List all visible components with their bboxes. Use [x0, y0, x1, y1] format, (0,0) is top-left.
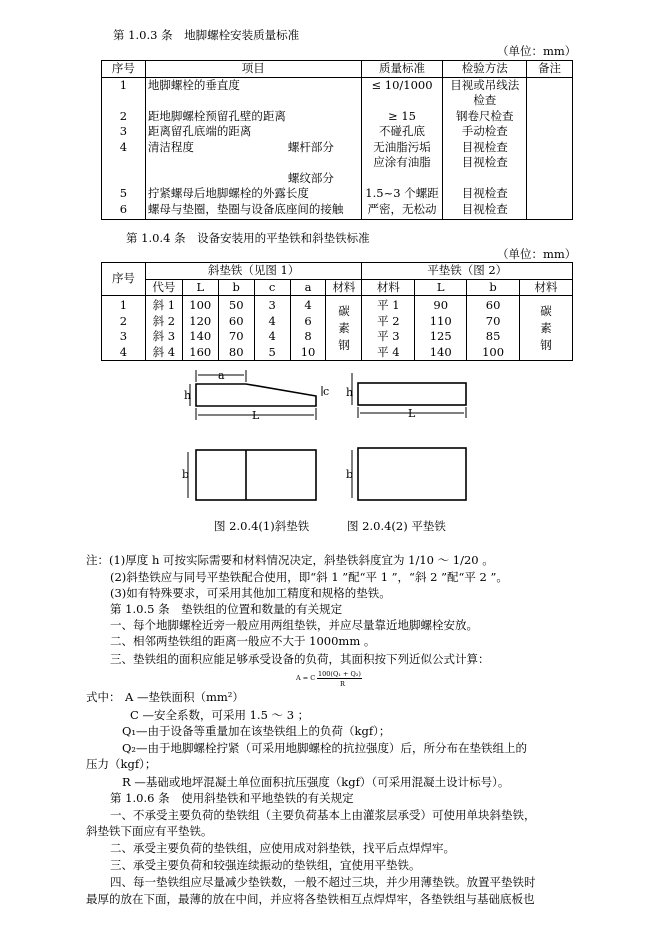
cell: 4 — [304, 298, 312, 312]
cell: 100 — [482, 344, 505, 359]
row-item: 螺母与垫圈，垫圈与设备底座间的接触 — [147, 201, 344, 216]
header-inclined: 斜垫铁（见图 1） — [145, 263, 362, 280]
cell: 斜 4 — [152, 344, 176, 359]
flat-shim-top-view — [358, 448, 466, 500]
row-standard: 1.5~3 个螺距 — [365, 186, 439, 200]
material-cell: 碳素钢 — [540, 303, 552, 352]
def-intro: 式中： — [86, 690, 121, 704]
row-standard: 严密，无松动 — [367, 201, 437, 216]
row-item: 距地脚螺栓预留孔壁的距离 — [147, 108, 286, 123]
cell: 70 — [485, 313, 501, 328]
cell: 120 — [189, 313, 212, 328]
cell: 斜 3 — [152, 329, 176, 343]
sec105-line3: 三、垫铁组的面积应能足够承受设备的负荷，其面积按下列近似公式计算： — [110, 652, 490, 666]
row-standard: ≥ 15 — [388, 108, 416, 123]
row-standard: 应涂有油脂 — [373, 155, 431, 169]
cell: 125 — [429, 329, 452, 343]
table-header-row — [102, 61, 573, 78]
header-no: 序号 — [102, 263, 146, 296]
header-remark: 备注 — [527, 61, 573, 78]
cell: 平 4 — [377, 344, 400, 359]
row-no: 1 — [119, 77, 128, 92]
table-body-row — [102, 296, 573, 361]
cell: 平 1 — [377, 298, 400, 312]
row-item: 距离留孔底端的距离 — [147, 124, 252, 138]
sec104-unit: （单位：mm） — [497, 247, 577, 261]
header-method: 检验方法 — [443, 61, 527, 78]
cell: 160 — [189, 344, 212, 359]
row-no: 4 — [119, 139, 128, 154]
subheader-flat-L: L — [415, 279, 467, 296]
sec105-heading: 第 1.0.5 条 垫铁组的位置和数量的有关规定 — [110, 602, 343, 616]
cell: 60 — [228, 313, 244, 328]
inclined-shim-top-view — [196, 450, 316, 500]
row-no: 5 — [119, 186, 128, 200]
row-item: 清洁程度 — [147, 139, 194, 154]
cell: 100 — [189, 298, 212, 312]
dim-a-label: a — [218, 369, 225, 382]
figure-caption-2: 图 2.0.4(2) 平垫铁 — [347, 519, 446, 533]
subheader-material: 材料 — [326, 279, 362, 296]
row-standard: 无油脂污垢 — [373, 139, 431, 154]
cell: 90 — [433, 298, 449, 312]
row-standard: ≤ 10/1000 — [371, 77, 433, 92]
cell: 平 3 — [377, 329, 400, 343]
row-item: 拧紧螺母后地脚螺栓的外露长度 — [147, 186, 309, 200]
cell: 85 — [485, 329, 501, 343]
cell: 4 — [268, 329, 276, 343]
row-no: 6 — [119, 201, 128, 216]
def-Q1: Q₁—由于设备等重量加在该垫铁组上的负荷（kgf）； — [122, 724, 391, 738]
sec106-line1: 一、不承受主要负荷的垫铁组（主要负荷基本上由灌浆层承受）可使用单块斜垫铁， — [110, 808, 536, 822]
def-C: C —安全系数，可采用 1.5 ～ 3 ； — [130, 708, 310, 722]
note-3: (3)如有特殊要求，可采用其他加工精度和规格的垫铁。 — [110, 586, 391, 600]
cell: 140 — [189, 329, 212, 343]
row-method: 钢卷尺检查 — [456, 108, 514, 123]
dim-h-label: h — [184, 389, 192, 402]
header-item: 项目 — [145, 61, 361, 78]
sec103-heading: 第 1.0.3 条 地脚螺栓安装质量标准 — [113, 28, 300, 42]
subheader-flat-b: b — [467, 279, 520, 296]
dim-c-label: c — [323, 385, 330, 398]
cell: 8 — [304, 329, 312, 343]
formula-numerator: 100(Q₁ + Q₂) — [318, 670, 361, 678]
def-A: A —垫铁面积（mm²） — [125, 690, 244, 704]
cell: 110 — [429, 313, 452, 328]
note-2: (2)斜垫铁应与同号平垫铁配合使用，即“斜 1 ”配“平 1 ”，“斜 2 ”配“平 2 ”。 — [110, 570, 508, 584]
dim-L-label: L — [252, 409, 260, 422]
header-standard: 质量标准 — [361, 61, 443, 78]
cell: 140 — [429, 344, 452, 359]
cell: 3 — [268, 298, 276, 312]
shim-figures — [182, 368, 486, 513]
row-method: 目视检查 — [461, 201, 508, 216]
row-no: 3 — [119, 124, 128, 138]
subheader-L: L — [182, 279, 218, 296]
sec106-line1-cont: 斜垫铁下面应有平垫铁。 — [86, 824, 213, 838]
subheader-flat-material2: 材料 — [520, 279, 573, 296]
formula-lhs: A = C — [296, 674, 316, 682]
row-method: 检查 — [473, 93, 497, 107]
cell: 4 — [268, 313, 276, 328]
row-subitem: 螺纹部分 — [287, 170, 334, 185]
cell: 1 — [119, 298, 128, 312]
note-1: 注：(1)厚度 h 可按实际需要和材料情况决定，斜垫铁斜度宜为 1/10 ～ 1/20 。 — [86, 553, 494, 567]
def-Q2-cont: 压力（kgf）； — [86, 757, 157, 771]
cell: 5 — [268, 344, 276, 359]
formula-denominator: R — [340, 680, 345, 688]
sec106-line4: 四、每一垫铁组应尽量减少垫铁数，一般不超过三块，并少用薄垫铁。放置平垫铁时 — [110, 875, 536, 889]
row-method: 手动检查 — [461, 124, 508, 138]
cell: 70 — [228, 329, 244, 343]
sec106-line4-cont: 最厚的放在下面，最薄的放在中间，并应将各垫铁相互点焊焊牢，各垫铁组与基础底板也 — [86, 892, 535, 906]
sec104-heading: 第 1.0.4 条 设备安装用的平垫铁和斜垫铁标准 — [126, 231, 370, 245]
flat-shim-side-view — [358, 383, 466, 405]
row-method: 目视或吊线法 — [450, 77, 520, 92]
sec106-line2: 二、承受主要负荷的垫铁组，应使用成对斜垫铁，找平后点焊焊牢。 — [110, 841, 455, 855]
cell: 平 2 — [377, 313, 400, 328]
sec105-line1: 一、每个地脚螺栓近旁一般应用两组垫铁，并应尽量靠近地脚螺栓安放。 — [110, 618, 478, 632]
sec106-heading: 第 1.0.6 条 使用斜垫铁和平地垫铁的有关规定 — [110, 791, 354, 805]
sec105-line2: 二、相邻两垫铁组的距离一般应不大于 1000mm 。 — [110, 634, 376, 648]
sec106-line3: 三、承受主要负荷和较强连续振动的垫铁组，宜使用平垫铁。 — [110, 858, 421, 872]
shim-table — [101, 262, 573, 361]
dim-L-label: L — [408, 407, 416, 420]
dim-h-label: h — [346, 386, 354, 399]
inclined-shim-side-view — [196, 384, 316, 406]
row-method: 目视检查 — [461, 139, 508, 154]
cell: 80 — [228, 344, 244, 359]
subheader-a: a — [290, 279, 326, 296]
cell: 斜 2 — [152, 313, 176, 328]
row-subitem: 螺杆部分 — [287, 139, 334, 154]
cell: 2 — [119, 313, 128, 328]
material-cell: 碳素钢 — [338, 303, 350, 352]
dim-b-label: b — [182, 468, 190, 481]
cell: 50 — [228, 298, 244, 312]
row-method: 目视检查 — [461, 155, 508, 169]
figure-caption-1: 图 2.0.4(1)斜垫铁 — [214, 519, 310, 533]
table-body-row — [102, 77, 573, 220]
row-no: 2 — [119, 108, 128, 123]
sec103-unit: （单位：mm） — [497, 44, 577, 58]
cell: 60 — [485, 298, 501, 312]
def-R: R —基础或地坪混凝土单位面积抗压强度（kgf）（可采用混凝土设计标号）。 — [122, 775, 510, 789]
cell: 斜 1 — [152, 298, 176, 312]
bolt-quality-table — [101, 60, 573, 220]
subheader-c: c — [254, 279, 290, 296]
dim-b-label: b — [346, 468, 354, 481]
subheader-b: b — [218, 279, 254, 296]
cell: 3 — [119, 329, 128, 343]
row-item: 地脚螺栓的垂直度 — [147, 77, 240, 92]
def-Q2: Q₂—由于地脚螺栓拧紧（可采用地脚螺栓的抗拉强度）后，所分布在垫铁组上的 — [122, 741, 528, 755]
row-standard: 不碰孔底 — [379, 124, 425, 138]
cell: 6 — [304, 313, 312, 328]
subheader-flat-material: 材料 — [362, 279, 415, 296]
header-no: 序号 — [102, 61, 146, 78]
cell: 10 — [300, 344, 316, 359]
row-method: 目视检查 — [461, 186, 508, 200]
subheader-code: 代号 — [145, 279, 182, 296]
cell: 4 — [119, 344, 128, 359]
header-flat: 平垫铁（图 2） — [362, 263, 573, 280]
